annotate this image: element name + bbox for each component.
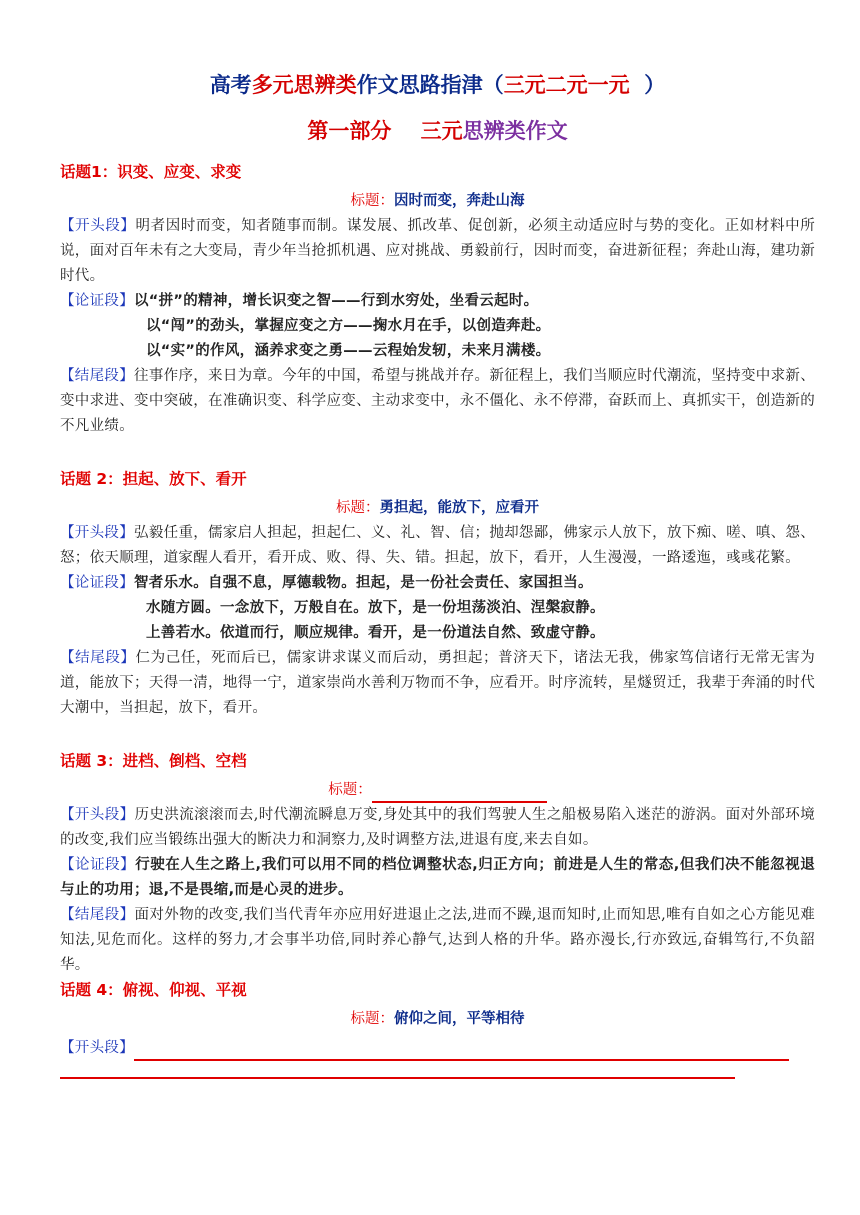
title-part-4: 三元二元一元 (503, 73, 630, 97)
argument-text: 行驶在人生之路上,我们可以用不同的档位调整状态,归正方向；前进是人生的常态,但我们决不能忽视退与止的功用；退,不是畏缩,而是心灵的进步。 (60, 857, 816, 898)
topic-2-argument (60, 571, 815, 596)
opening-tag: 【开头段】 (60, 525, 135, 541)
title-part-3: 作文思路指津（ (356, 73, 504, 97)
argument-line: 水随方圆。一念放下，万般自在。放下，是一份坦荡淡泊、涅槃寂静。 (146, 600, 605, 616)
topic-1-title: 因时而变，奔赴山海 (394, 193, 525, 209)
ending-text: 面对外物的改变,我们当代青年亦应用好进退止之法,进而不躁,退而知时,止而知思,唯有自如之心方能见难知法,见危而化。这样的努力,才会事半功倍,同时养心静气,达到人格的升华。路亦漫长,行亦致远,奋辑笃行,不负韶华。 (60, 907, 815, 973)
topic-4-heading: 话题 4：俯视、仰视、平视 (60, 981, 247, 999)
topic-1-ending (60, 364, 815, 439)
argument-tag: 【论证段】 (60, 575, 134, 591)
topic-2-heading: 话题 2：担起、放下、看开 (60, 470, 247, 488)
title-label: 标题： (350, 1011, 394, 1027)
opening-text: 弘毅任重，儒家启人担起，担起仁、义、礼、智、信；抛却怨鄙，佛家示人放下，放下痴、嗟、嗔、怨、怒；依天顺理，道家醒人看开，看开成、败、得、失、错。担起，放下，看开，人生漫漫，一路逶迤，彧彧花繁。 (60, 525, 816, 566)
argument-tag: 【论证段】 (60, 293, 134, 309)
answer-blank-line[interactable] (60, 1075, 735, 1079)
opening-tag: 【开头段】 (60, 1040, 134, 1056)
argument-line: 上善若水。依道而行，顺应规律。看开，是一份道法自然、致虚守静。 (146, 625, 605, 641)
opening-text: 明者因时而变，知者随事而制。谋发展、抓改革、促创新，必须主动适应时与势的变化。正如材料中所说，面对百年未有之大变局，青少年当抢抓机遇、应对挑战、勇毅前行，因时而变，奋进新征程；奔赴山海，建功新时代。 (60, 218, 815, 284)
opening-tag: 【开头段】 (60, 218, 136, 234)
argument-tag: 【论证段】 (60, 857, 136, 873)
title-label: 标题： (350, 193, 394, 209)
title-label: 标题： (336, 500, 380, 516)
ending-text: 仁为己任，死而后已，儒家讲求谋义而后动，勇担起；普济天下，诸法无我，佛家笃信诸行无常无害为道，能放下；天得一清，地得一宁，道家崇尚水善利万物而不争，应看开。时序流转，星燧贸迁，我辈于奔涌的时代大潮中，当担起，放下，看开。 (60, 650, 815, 716)
topic-3-argument (60, 853, 815, 903)
topic-1-heading: 话题1：识变、应变、求变 (60, 163, 242, 181)
topic-3-opening (60, 803, 815, 853)
title-label: 标题： (328, 782, 372, 798)
topic-2-opening (60, 521, 815, 571)
section-title-part-2: 思辨类作文 (462, 119, 568, 143)
topic-2 (60, 467, 815, 721)
document-page (60, 70, 815, 1079)
topic-3-heading: 话题 3：进档、倒档、空档 (60, 752, 247, 770)
blank-line-row (60, 1075, 815, 1079)
argument-line: 以“拼”的精神，增长识变之智——行到水穷处，坐看云起时。 (134, 293, 539, 309)
topic-4 (60, 978, 815, 1079)
ending-tag: 【结尾段】 (60, 907, 135, 923)
topic-1 (60, 160, 815, 439)
argument-line: 以“闯”的劲头，掌握应变之方——掬水月在手，以创造奔赴。 (146, 318, 551, 334)
topic-4-opening (60, 1036, 815, 1061)
topic-2-ending (60, 646, 815, 721)
topic-2-title: 勇担起，能放下，应看开 (379, 500, 539, 516)
title-part-5: ） (629, 73, 666, 97)
title-part-2: 多元思辨类 (251, 73, 357, 97)
topic-1-headline (60, 188, 815, 214)
opening-text: 历史洪流滚滚而去,时代潮流瞬息万变,身处其中的我们驾驶人生之船极易陷入迷茫的游涡。面对外部环境的改变,我们应当锻练出强大的断决力和洞察力,及时调整方法,进退有度,来去自如。 (60, 807, 815, 848)
argument-line: 以“实”的作风，涵养求变之勇——云程始发轫，未来月满楼。 (146, 343, 551, 359)
ending-tag: 【结尾段】 (60, 650, 136, 666)
topic-1-argument (60, 289, 815, 314)
opening-blank-line[interactable] (134, 1041, 789, 1061)
topic-4-title: 俯仰之间，平等相待 (394, 1011, 525, 1027)
document-title (60, 70, 815, 100)
title-blank-line[interactable] (372, 783, 547, 803)
argument-line: 智者乐水。自强不息，厚德载物。担起，是一份社会责任、家国担当。 (134, 575, 593, 591)
section-title-part-1: 第一部分 三元 (307, 119, 463, 143)
ending-tag: 【结尾段】 (60, 368, 135, 384)
topic-2-headline (60, 495, 815, 521)
topic-3 (60, 749, 815, 978)
ending-text: 往事作序，来日为章。今年的中国，希望与挑战并存。新征程上，我们当顺应时代潮流，坚持变中求新、变中求进、变中突破，在准确识变、科学应变、主动求变中，永不僵化、永不停滞，奋跃而上、真抓实干，创造新的不凡业绩。 (60, 368, 816, 434)
section-title (60, 116, 815, 146)
title-part-1: 高考 (209, 73, 252, 97)
topic-1-opening (60, 214, 815, 289)
topic-4-headline (60, 1006, 815, 1032)
opening-tag: 【开头段】 (60, 807, 135, 823)
topic-3-headline (60, 777, 815, 803)
topic-3-ending (60, 903, 815, 978)
